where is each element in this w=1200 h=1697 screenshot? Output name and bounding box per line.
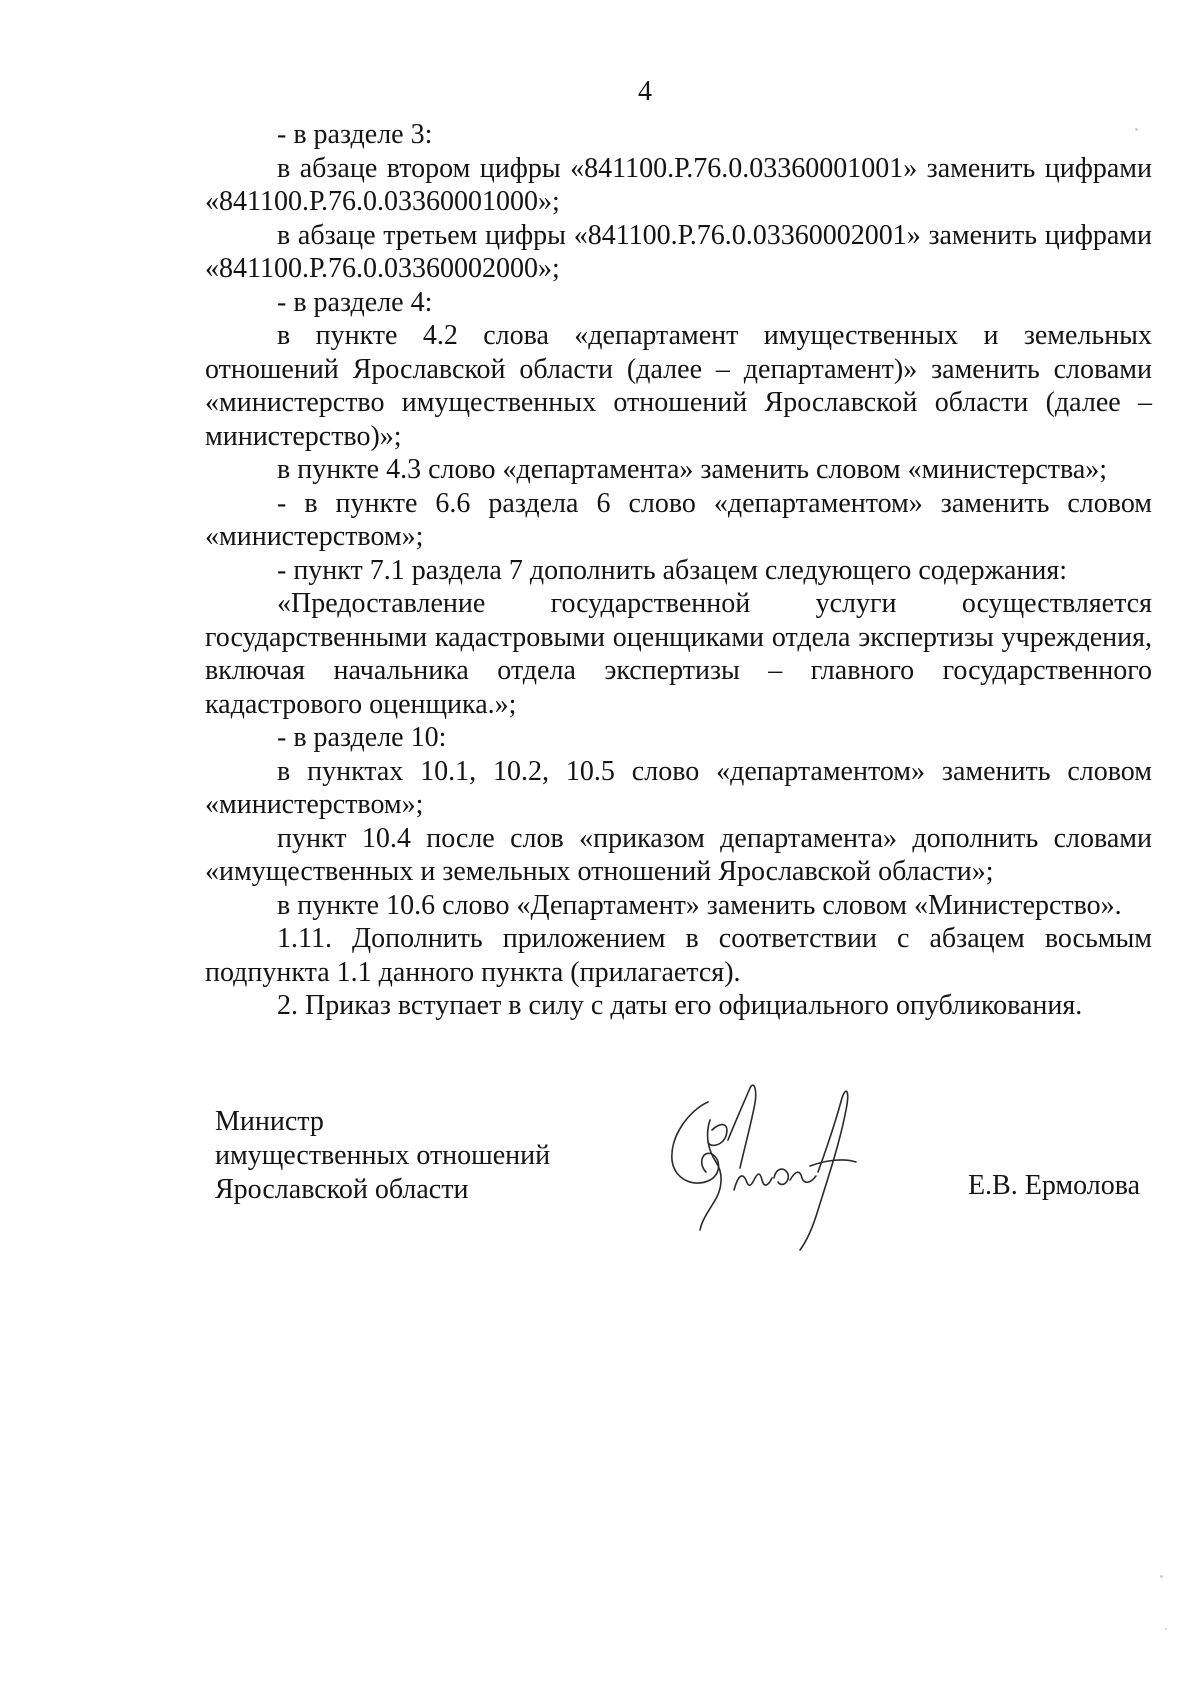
paragraph-quoted-addition: «Предоставление государственной услуги осуществляется государственными кадастровыми оценщиками отдела экспертизы учреждения, включая начальника отдела экспертизы – главного государственного кадастрового оценщика.»; xyxy=(205,588,1152,720)
signatory-position-line: имущественных отношений xyxy=(215,1140,551,1171)
paragraph-item-10-4: пункт 10.4 после слов «приказом департамента» дополнить словами «имущественных и земельных отношений Ярославской области»; xyxy=(205,822,1152,887)
paragraph-item-4-3: в пункте 4.3 слово «департамента» заменить словом «министерства»; xyxy=(277,454,1108,485)
document-body xyxy=(205,118,1152,1023)
paragraph-2-effective-date: 2. Приказ вступает в силу с даты его официального опубликования. xyxy=(277,990,1083,1021)
handwritten-signature-icon xyxy=(650,1080,880,1255)
page-number: 4 xyxy=(638,76,652,107)
paragraph-items-10-1-10-2-10-5: в пунктах 10.1, 10.2, 10.5 слово «департаментом» заменить словом «министерством»; xyxy=(205,755,1152,820)
paragraph-item-10-6: в пункте 10.6 слово «Департамент» заменить словом «Министерство». xyxy=(277,889,1122,921)
paragraph-1-11: 1.11. Дополнить приложением в соответствии с абзацем восьмым подпункта 1.1 данного пункта (прилагается). xyxy=(205,923,1152,988)
paragraph-item-7-1: - пункт 7.1 раздела 7 дополнить абзацем следующего содержания: xyxy=(277,554,1068,586)
paragraph-section-3: - в разделе 3: xyxy=(277,119,433,150)
scan-speck xyxy=(1160,1575,1163,1578)
paragraph-section-3-second: в абзаце втором цифры «841100.Р.76.0.03360001001» заменить цифрами «841100.Р.76.0.03360001000»; xyxy=(205,152,1152,217)
signatory-position-line: Ярославской области xyxy=(215,1174,469,1205)
paragraph-section-3-third: в абзаце третьем цифры «841100.Р.76.0.03360002001» заменить цифрами «841100.Р.76.0.03360002000»; xyxy=(205,219,1152,284)
paragraph-item-4-2: в пункте 4.2 слова «департамент имущественных и земельных отношений Ярославской области (далее – департамент)» заменить словами «министерство имущественных отношений Ярославской области (далее – министерство)»; xyxy=(205,320,1152,452)
signatory-position-line: Министр xyxy=(215,1106,324,1137)
signatory-position xyxy=(215,1105,550,1207)
paragraph-item-6-6: - в пункте 6.6 раздела 6 слово «департаментом» заменить словом «министерством»; xyxy=(205,487,1152,552)
paragraph-section-10: - в разделе 10: xyxy=(277,722,447,753)
paragraph-section-4: - в разделе 4: xyxy=(277,286,433,318)
signatory-name: Е.В. Ермолова xyxy=(967,1170,1140,1201)
scan-speck xyxy=(1135,128,1138,131)
scan-speck xyxy=(1165,1628,1167,1630)
